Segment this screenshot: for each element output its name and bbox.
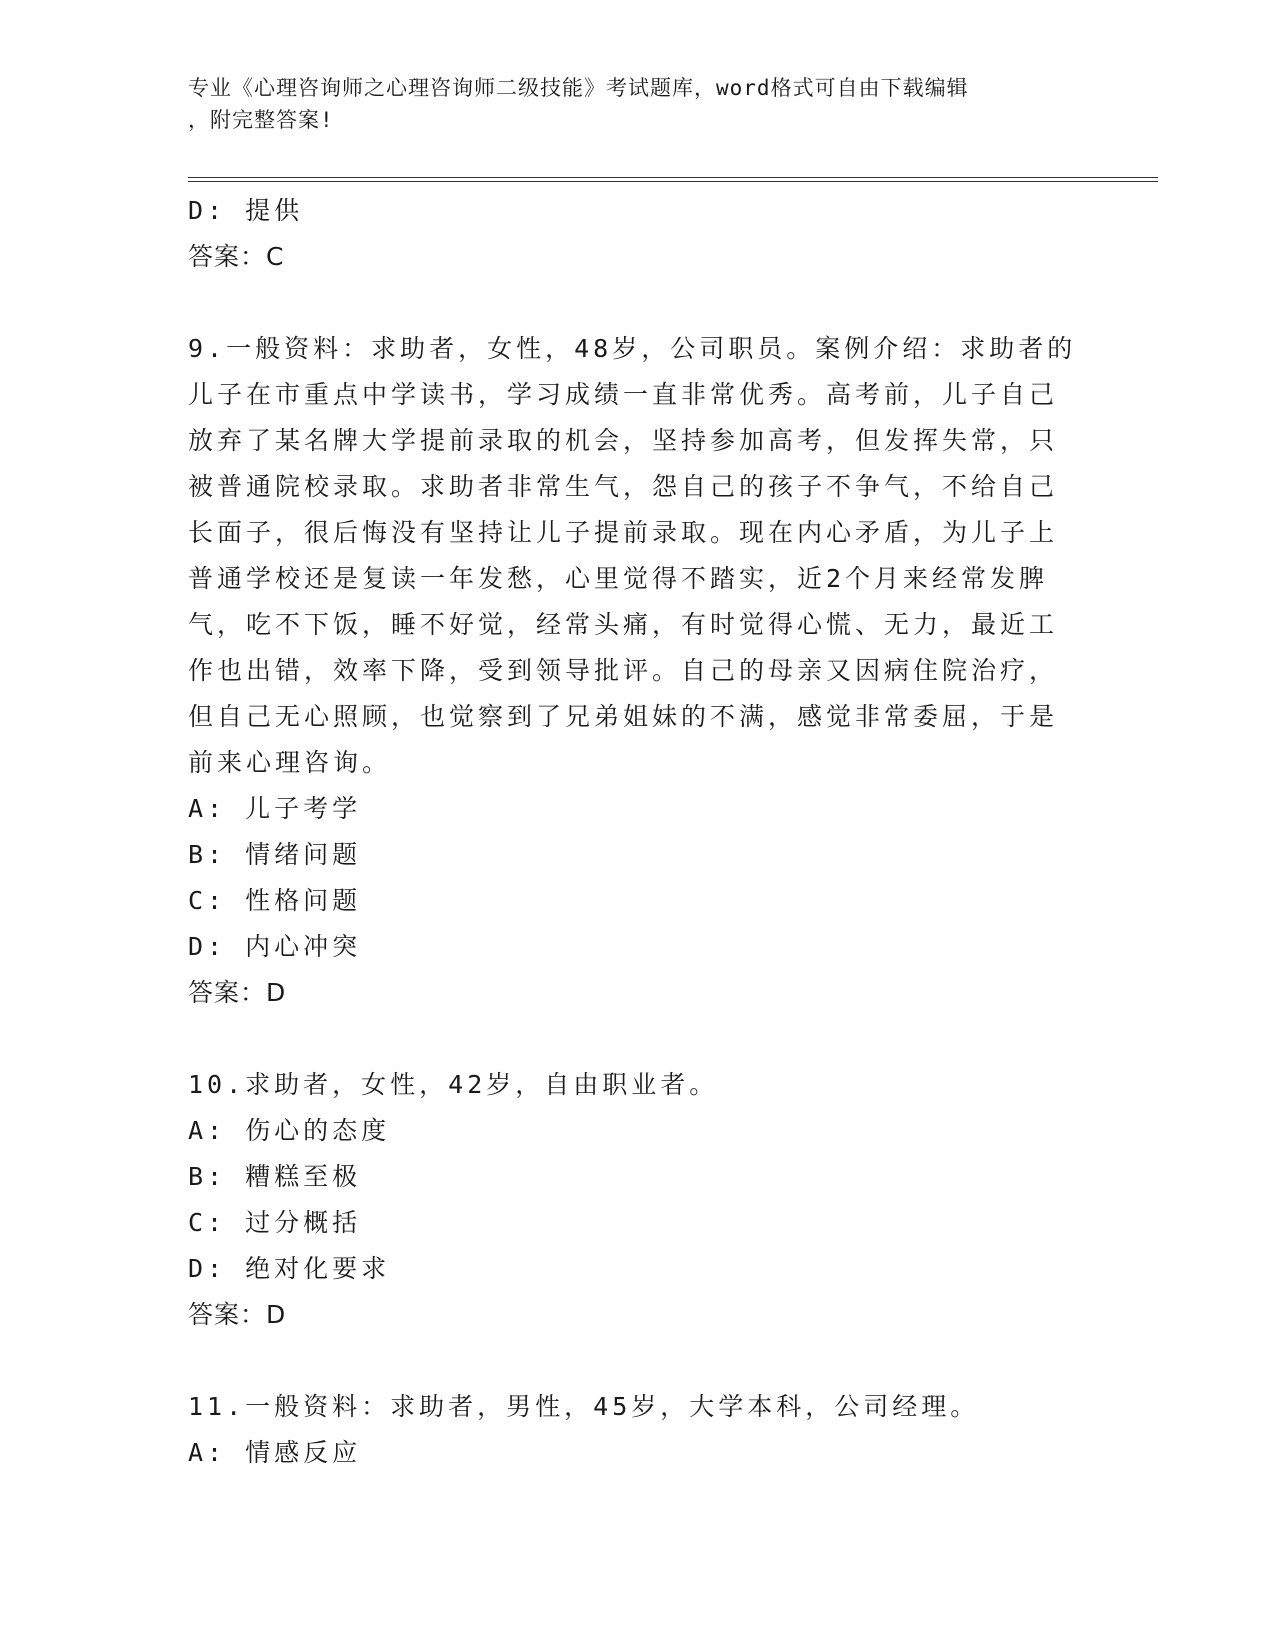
question-stem-line: 长面子，很后悔没有坚持让儿子提前录取。现在内心矛盾，为儿子上 (188, 518, 1059, 547)
question-stem-line: 作也出错，效率下降，受到领导批评。自己的母亲又因病住院治疗， (188, 656, 1059, 685)
option-d: D: 绝对化要求 (188, 1254, 391, 1283)
header-line-1: 专业《心理咨询师之心理咨询师二级技能》考试题库，word格式可自由下载编辑 (188, 76, 969, 100)
option-a: A: 儿子考学 (188, 794, 362, 823)
question-stem-line: 但自己无心照顾，也觉察到了兄弟姐妹的不满，感觉非常委屈，于是 (188, 702, 1059, 731)
option-c: C: 过分概括 (188, 1208, 362, 1237)
question-stem-line: 10.求助者，女性，42岁，自由职业者。 (188, 1070, 719, 1099)
answer-line: 答案：D (188, 978, 287, 1007)
question-stem-line: 9.一般资料：求助者，女性，48岁，公司职员。案例介绍：求助者的 (188, 334, 1077, 363)
option-b: B: 糟糕至极 (188, 1162, 362, 1191)
document-header (188, 72, 1078, 136)
option-a: A: 伤心的态度 (188, 1116, 391, 1145)
question-stem-line: 普通学校还是复读一年发愁，心里觉得不踏实，近2个月来经常发脾 (188, 564, 1049, 593)
question-11 (188, 1384, 1068, 1476)
document-body (188, 188, 1077, 1476)
option-a: A: 情感反应 (188, 1438, 362, 1467)
option-d: D: 提供 (188, 196, 304, 225)
header-line-2: ，附完整答案! (188, 108, 334, 132)
question-stem-line: 前来心理咨询。 (188, 748, 392, 777)
spacer (188, 1338, 1068, 1384)
answer-line: 答案：C (188, 242, 285, 271)
spacer (188, 280, 1068, 326)
question-stem-line: 儿子在市重点中学读书，学习成绩一直非常优秀。高考前，儿子自己 (188, 380, 1059, 409)
option-b: B: 情绪问题 (188, 840, 362, 869)
question-10 (188, 1062, 1068, 1338)
header-divider (188, 177, 1158, 182)
previous-question-tail (188, 188, 1068, 280)
question-stem-line: 被普通院校录取。求助者非常生气，怨自己的孩子不争气，不给自己 (188, 472, 1059, 501)
question-stem-line: 放弃了某名牌大学提前录取的机会，坚持参加高考，但发挥失常，只 (188, 426, 1059, 455)
option-c: C: 性格问题 (188, 886, 362, 915)
question-stem-line: 11.一般资料：求助者，男性，45岁，大学本科，公司经理。 (188, 1392, 980, 1421)
answer-line: 答案：D (188, 1300, 287, 1329)
spacer (188, 1016, 1068, 1062)
option-d: D: 内心冲突 (188, 932, 362, 961)
question-9 (188, 326, 1077, 1016)
question-stem-line: 气，吃不下饭，睡不好觉，经常头痛，有时觉得心慌、无力，最近工 (188, 610, 1059, 639)
